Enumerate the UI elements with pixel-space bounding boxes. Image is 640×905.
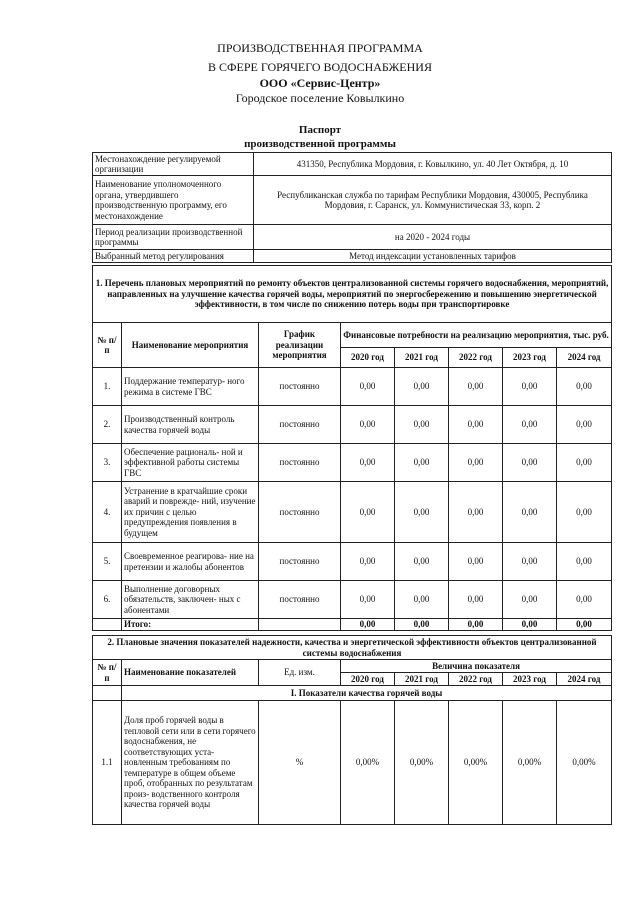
total-value: 0,00 bbox=[557, 619, 612, 631]
row-schedule: постоянно bbox=[259, 482, 341, 543]
indicators-table bbox=[92, 635, 612, 825]
col-name-header: Наименование мероприятия bbox=[122, 323, 259, 368]
col-fin-header: Финансовые потребности на реализацию мероприятия, тыс. руб. bbox=[341, 323, 612, 348]
row-value: 0,00 bbox=[395, 543, 449, 581]
passport-title: Паспорт bbox=[298, 124, 342, 136]
section2-title: 2. Плановые значения показателей надежности, качества и энергетической эффективности объектов централизованной системы водоснабжения bbox=[93, 636, 612, 660]
year-header: 2021 год bbox=[395, 348, 449, 368]
row-schedule: постоянно bbox=[259, 406, 341, 444]
row-name: Доля проб горячей воды в тепловой сети или в сети горячего водоснабжения, не соответствующих уста- новленным требованиям по температуре в общем объеме проб, отобранных по результатам произ- водственного контроля качества горячей воды bbox=[122, 701, 259, 825]
row-value: 0,00 bbox=[557, 482, 612, 543]
subsection-title: I. Показатели качества горячей воды bbox=[122, 686, 612, 701]
table-row bbox=[93, 444, 612, 482]
row-value: 0,00 bbox=[557, 543, 612, 581]
row-unit: % bbox=[259, 701, 341, 825]
row-num: 2. bbox=[93, 406, 122, 444]
row-value: 0,00 bbox=[503, 406, 557, 444]
row-value: 0,00 bbox=[341, 543, 395, 581]
row-value: 0,00% bbox=[503, 701, 557, 825]
row-value: 0,00 bbox=[557, 406, 612, 444]
col-unit-header: Ед. изм. bbox=[259, 660, 341, 686]
passport-value: Республиканская служба по тарифам Республики Мордовия, 430005, Республика Мордовия, г. Саранск, ул. Коммунистическая 33, корп. 2 bbox=[254, 176, 612, 225]
row-value: 0,00 bbox=[341, 444, 395, 482]
section1-title: 1. Перечень плановых мероприятий по ремонту объектов централизованной системы горячего водоснабжения, мероприятий, направленных на улучшение качества горячей воды, мероприятий по энергосбережению и повышению энергетической эффективности, в том числе по снижению потерь воды при транспортировке bbox=[93, 266, 612, 323]
row-value: 0,00 bbox=[449, 368, 503, 406]
total-value: 0,00 bbox=[449, 619, 503, 631]
row-num: 4. bbox=[93, 482, 122, 543]
total-row bbox=[93, 619, 612, 631]
row-value: 0,00 bbox=[395, 406, 449, 444]
table-row bbox=[93, 368, 612, 406]
row-name: Устранение в кратчайшие сроки аварий и поврежде- ний, изучение их причин с целью предупреждения появления в будущем bbox=[122, 482, 259, 543]
year-header: 2021 год bbox=[395, 673, 449, 686]
measures-table bbox=[92, 265, 612, 631]
row-value: 0,00% bbox=[557, 701, 612, 825]
total-label: Итого: bbox=[122, 619, 259, 631]
year-header: 2022 год bbox=[449, 348, 503, 368]
doc-title-line1: ПРОИЗВОДСТВЕННАЯ ПРОГРАММА bbox=[217, 41, 423, 55]
year-header: 2022 год bbox=[449, 673, 503, 686]
row-schedule: постоянно bbox=[259, 581, 341, 619]
company-name: ООО «Сервис-Центр» bbox=[259, 76, 381, 90]
table-row bbox=[93, 406, 612, 444]
row-value: 0,00 bbox=[395, 581, 449, 619]
row-value: 0,00 bbox=[341, 368, 395, 406]
passport-subtitle: производственной программы bbox=[244, 138, 396, 150]
row-value: 0,00 bbox=[449, 482, 503, 543]
row-value: 0,00 bbox=[395, 482, 449, 543]
col-schedule-header: График реализации мероприятия bbox=[259, 323, 341, 368]
row-value: 0,00 bbox=[449, 444, 503, 482]
row-value: 0,00 bbox=[341, 482, 395, 543]
row-value: 0,00 bbox=[449, 581, 503, 619]
row-name: Выполнение договорных обязательств, заключен- ных с абонентами bbox=[122, 581, 259, 619]
year-header: 2024 год bbox=[557, 348, 612, 368]
row-value: 0,00 bbox=[341, 581, 395, 619]
row-name: Поддержание температур- ного режима в системе ГВС bbox=[122, 368, 259, 406]
row-value: 0,00 bbox=[503, 482, 557, 543]
year-header: 2020 год bbox=[341, 348, 395, 368]
row-num: 1.1 bbox=[93, 701, 122, 825]
settlement-name: Городское поселение Ковылкино bbox=[235, 91, 405, 105]
row-name: Обеспечение рациональ- ной и эффективной работы системы ГВС bbox=[122, 444, 259, 482]
row-value: 0,00 bbox=[503, 368, 557, 406]
passport-label: Наименование уполномоченного органа, утвердившего производственную программу, его местонахождение bbox=[93, 176, 254, 225]
row-schedule: постоянно bbox=[259, 368, 341, 406]
row-value: 0,00 bbox=[503, 444, 557, 482]
row-value: 0,00 bbox=[557, 581, 612, 619]
row-value: 0,00 bbox=[503, 543, 557, 581]
row-value: 0,00% bbox=[341, 701, 395, 825]
row-num: 1. bbox=[93, 368, 122, 406]
row-value: 0,00 bbox=[395, 368, 449, 406]
passport-label: Местонахождение регулируемой организации bbox=[93, 153, 254, 176]
row-value: 0,00 bbox=[503, 581, 557, 619]
row-value: 0,00 bbox=[557, 368, 612, 406]
passport-label: Период реализации производственной программы bbox=[93, 225, 254, 250]
row-num: 5. bbox=[93, 543, 122, 581]
row-value: 0,00 bbox=[449, 543, 503, 581]
year-header: 2020 год bbox=[341, 673, 395, 686]
row-name: Производственный контроль качества горячей воды bbox=[122, 406, 259, 444]
table-row bbox=[93, 482, 612, 543]
col-num-header: № п/п bbox=[93, 660, 122, 686]
row-value: 0,00% bbox=[395, 701, 449, 825]
row-value: 0,00% bbox=[449, 701, 503, 825]
passport-value: Метод индексации установленных тарифов bbox=[254, 250, 612, 263]
col-name-header: Наименование показателей bbox=[122, 660, 259, 686]
col-num-header: № п/п bbox=[93, 323, 122, 368]
total-value: 0,00 bbox=[503, 619, 557, 631]
total-value: 0,00 bbox=[341, 619, 395, 631]
row-value: 0,00 bbox=[395, 444, 449, 482]
row-schedule: постоянно bbox=[259, 543, 341, 581]
year-header: 2024 год bbox=[557, 673, 612, 686]
col-value-header: Величина показателя bbox=[341, 660, 612, 673]
passport-row bbox=[93, 250, 612, 263]
row-value: 0,00 bbox=[449, 406, 503, 444]
passport-row bbox=[93, 225, 612, 250]
row-num: 3. bbox=[93, 444, 122, 482]
passport-row bbox=[93, 153, 612, 176]
row-schedule: постоянно bbox=[259, 444, 341, 482]
passport-value: на 2020 - 2024 годы bbox=[254, 225, 612, 250]
table-row bbox=[93, 701, 612, 825]
year-header: 2023 год bbox=[503, 673, 557, 686]
table-row bbox=[93, 581, 612, 619]
total-value: 0,00 bbox=[395, 619, 449, 631]
row-value: 0,00 bbox=[557, 444, 612, 482]
passport-table bbox=[92, 152, 612, 263]
row-name: Своевременное реагирова- ние на претензии и жалобы абонентов bbox=[122, 543, 259, 581]
row-num: 6. bbox=[93, 581, 122, 619]
passport-row bbox=[93, 176, 612, 225]
table-row bbox=[93, 543, 612, 581]
passport-value: 431350, Республика Мордовия, г. Ковылкино, ул. 40 Лет Октября, д. 10 bbox=[254, 153, 612, 176]
year-header: 2023 год bbox=[503, 348, 557, 368]
row-value: 0,00 bbox=[341, 406, 395, 444]
doc-title-line2: В СФЕРЕ ГОРЯЧЕГО ВОДОСНАБЖЕНИЯ bbox=[208, 60, 432, 74]
passport-label: Выбранный метод регулирования bbox=[93, 250, 254, 263]
